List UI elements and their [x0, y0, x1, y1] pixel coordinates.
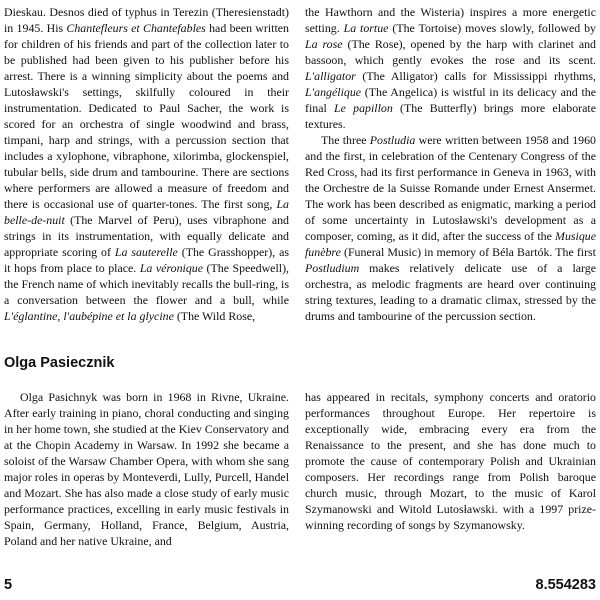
- page-number: 5: [4, 577, 13, 593]
- song-title: L'alligator: [305, 69, 356, 83]
- biography-right-column: [305, 389, 596, 533]
- work-title: Postludium: [305, 261, 360, 275]
- biography-paragraph: has appeared in recitals, symphony concerts and oratorio performances throughout Europe. Her repertoire is exceptionally wide, embracing every era from the Renaissance to the present, and she has done much to promote the cause of contemporary Polish and Ukrainian composers. Her recordings range from Polish baroque church music, through Mozart, to the music of Karol Szymanowski and Witold Lutosławski. with a 1997 prize-winning recording of songs by Szymanowsky.: [305, 390, 596, 532]
- song-title: La tortue: [343, 21, 389, 35]
- work-title: Musique funèbre: [305, 229, 596, 259]
- essay-paragraph: the Hawthorn and the Wisteria) inspires a more energetic setting. La tortue (The Tortoise) moves slowly, followed by La rose (The Rose), opened by the harp with clarinet and bassoon, which gently evokes the rose and its scent. L'alligator (The Alligator) calls for Mississippi rhythms, L'angélique (The Angelica) is wistful in its delicacy and the final Le papillon (The Butterfly) brings more elaborate textures.: [305, 5, 597, 131]
- biography-heading: Olga Pasiecznik: [4, 355, 115, 371]
- essay-paragraph: The three Postludia were written between 1958 and 1960 and the first, in celebration of the Centenary Congress of the Red Cross, had its first performance in Geneva in 1963, with the Orchestre de la Suisse Romande under Ernest Ansermet. The work has been described as enigmatic, marking a period of some uncertainty in Lutosławski's development as a composer, coming, as it did, after the success of the Musique funèbre (Funeral Music) in memory of Béla Bartók. The first Postludium makes relatively delicate use of a large orchestra, as melodic fragments are heard over continuing string textures, leading to a dramatic climax, stressed by the drums and tambourine of the percussion section.: [305, 133, 596, 323]
- essay-right-column: [305, 4, 596, 324]
- essay-paragraph: Dieskau. Desnos died of typhus in Terezin (Theresienstadt) in 1945. His Chantefleurs et Chantefables had been written for children of his friends and part of the collection later to be published had been given to his publisher before his arrest. There is a winning simplicity about the poems and Lutosławski's settings, skilfully coloured in their instrumentation. Dedicated to Paul Sacher, the work is scored for an orchestra of single woodwind and brass, timpani, harp and strings, with a percussion section that includes a xylophone, vibraphone, xilorimba, glockenspiel, tubular bells, side drum and tambourine. There are sections where performers are allowed a measure of freedom and there is occasional use of quarter-tones. The first song, La belle-de-nuit (The Marvel of Peru), uses vibraphone and strings in its instrumentation, with equally delicate and appropriate scoring of La sauterelle (The Grasshopper), as it hops from place to place. La véronique (The Speedwell), the French name of which inevitably recalls the bull-ring, is a conversation between the flower and a bull, while L'églantine, l'aubépine et la glycine (The Wild Rose,: [4, 5, 290, 323]
- song-title: La belle-de-nuit: [4, 197, 289, 227]
- song-title: Le papillon: [334, 101, 393, 115]
- biography-left-column: [4, 389, 289, 549]
- song-title: La véronique: [139, 261, 204, 275]
- essay-left-column: [4, 4, 289, 324]
- catalogue-number: 8.554283: [535, 577, 596, 593]
- biography-paragraph: Olga Pasichnyk was born in 1968 in Rivne, Ukraine. After early training in piano, choral conducting and singing in her home town, she studied at the Kiev Conservatory and at the Chopin Academy in Warsaw. In 1992 she became a soloist of the Warsaw Chamber Opera, with whom she sang major roles in operas by Monteverdi, Lully, Purcell, Handel and Mozart. She has also made a close study of early music performance practices, excelling in early music festivals in Spain, Germany, Holland, France, Belgium, Austria, Poland and her native Ukraine, and: [4, 390, 289, 548]
- work-title: Chantefleurs et Chantefables: [66, 21, 206, 35]
- song-title: La sauterelle: [114, 245, 178, 259]
- song-title: L'églantine, l'aubépine et la glycine: [4, 309, 174, 323]
- song-title: L'angélique: [305, 85, 362, 99]
- song-title: La rose: [305, 37, 343, 51]
- work-title: Postludia: [369, 133, 416, 147]
